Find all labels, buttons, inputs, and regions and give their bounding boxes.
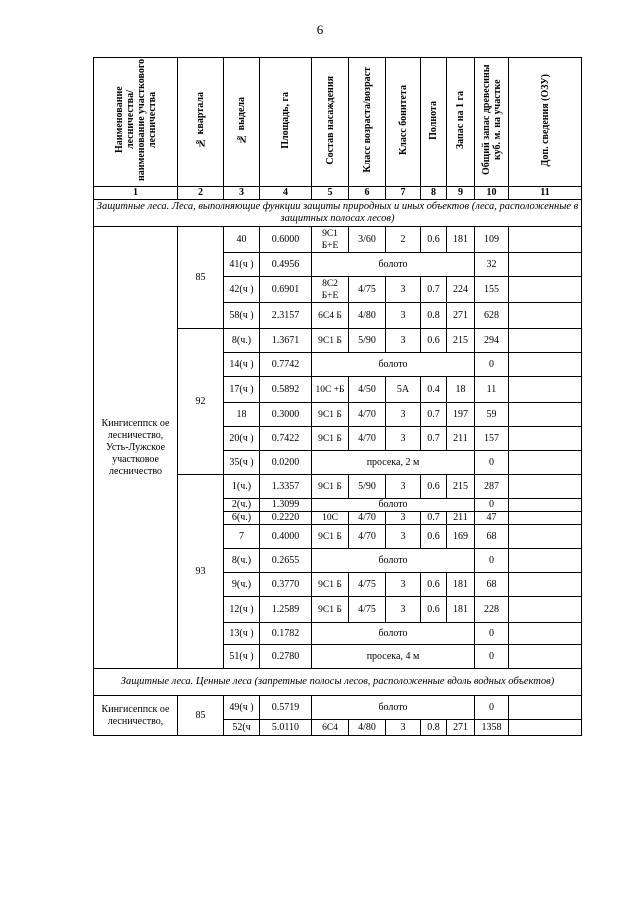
bonitet-cell: 2 — [386, 227, 421, 253]
polnota-cell: 0.6 — [421, 475, 447, 499]
extra-info-cell — [509, 512, 582, 525]
polnota-cell: 0.7 — [421, 403, 447, 427]
extra-info-cell — [509, 403, 582, 427]
table-row — [94, 696, 582, 720]
age-cell: 4/75 — [349, 597, 386, 623]
bonitet-cell: 3 — [386, 403, 421, 427]
composition-cell: 9С1 Б — [312, 329, 349, 353]
vydel-cell: 8(ч.) — [224, 549, 260, 573]
area-cell: 0.4956 — [260, 253, 312, 277]
col-num: 6 — [349, 187, 386, 200]
col-num: 5 — [312, 187, 349, 200]
col-header-quarter: № квартала — [178, 58, 224, 187]
composition-cell: 8С2 Б+Е — [312, 277, 349, 303]
land-type-cell: просека, 2 м — [312, 451, 475, 475]
age-cell: 4/75 — [349, 277, 386, 303]
total-stock-cell: 0 — [475, 623, 509, 645]
col-num: 9 — [447, 187, 475, 200]
land-type-cell: болото — [312, 499, 475, 512]
vydel-cell: 51(ч ) — [224, 645, 260, 669]
extra-info-cell — [509, 623, 582, 645]
extra-info-cell — [509, 549, 582, 573]
vydel-cell: 9(ч.) — [224, 573, 260, 597]
col-num: 8 — [421, 187, 447, 200]
stock-per-ha-cell: 215 — [447, 329, 475, 353]
vydel-cell: 14(ч ) — [224, 353, 260, 377]
extra-info-cell — [509, 499, 582, 512]
vydel-cell: 7 — [224, 525, 260, 549]
age-cell: 5/90 — [349, 329, 386, 353]
total-stock-cell: 287 — [475, 475, 509, 499]
header-row — [94, 58, 582, 187]
total-stock-cell: 1358 — [475, 720, 509, 736]
land-type-cell: болото — [312, 623, 475, 645]
section-heading-row — [94, 669, 582, 696]
land-type-cell: болото — [312, 353, 475, 377]
forestry-name-cell: Кингисеппск ое лесничество, — [94, 696, 178, 736]
stock-per-ha-cell: 181 — [447, 597, 475, 623]
total-stock-cell: 0 — [475, 645, 509, 669]
age-cell: 4/70 — [349, 403, 386, 427]
extra-info-cell — [509, 451, 582, 475]
extra-info-cell — [509, 475, 582, 499]
vydel-cell: 52(ч — [224, 720, 260, 736]
total-stock-cell: 47 — [475, 512, 509, 525]
area-cell: 0.7422 — [260, 427, 312, 451]
area-cell: 0.0200 — [260, 451, 312, 475]
total-stock-cell: 109 — [475, 227, 509, 253]
age-cell: 4/50 — [349, 377, 386, 403]
total-stock-cell: 0 — [475, 499, 509, 512]
forest-register-table — [93, 57, 582, 736]
stock-per-ha-cell: 271 — [447, 720, 475, 736]
area-cell: 2.3157 — [260, 303, 312, 329]
bonitet-cell: 3 — [386, 573, 421, 597]
quarter-cell: 85 — [178, 227, 224, 329]
total-stock-cell: 155 — [475, 277, 509, 303]
area-cell: 1.3357 — [260, 475, 312, 499]
polnota-cell: 0.6 — [421, 525, 447, 549]
composition-cell: 10С — [312, 512, 349, 525]
polnota-cell: 0.7 — [421, 512, 447, 525]
area-cell: 0.5892 — [260, 377, 312, 403]
bonitet-cell: 3 — [386, 329, 421, 353]
composition-cell: 9С1 Б — [312, 525, 349, 549]
area-cell: 1.2589 — [260, 597, 312, 623]
stock-per-ha-cell: 181 — [447, 227, 475, 253]
bonitet-cell: 3 — [386, 427, 421, 451]
bonitet-cell: 3 — [386, 597, 421, 623]
polnota-cell: 0.4 — [421, 377, 447, 403]
total-stock-cell: 11 — [475, 377, 509, 403]
vydel-cell: 17(ч ) — [224, 377, 260, 403]
vydel-cell: 58(ч ) — [224, 303, 260, 329]
extra-info-cell — [509, 227, 582, 253]
total-stock-cell: 0 — [475, 353, 509, 377]
composition-cell: 9С1 Б — [312, 475, 349, 499]
total-stock-cell: 32 — [475, 253, 509, 277]
extra-info-cell — [509, 253, 582, 277]
extra-info-cell — [509, 573, 582, 597]
extra-info-cell — [509, 377, 582, 403]
vydel-cell: 1(ч.) — [224, 475, 260, 499]
area-cell: 0.2220 — [260, 512, 312, 525]
bonitet-cell: 3 — [386, 277, 421, 303]
area-cell: 0.2780 — [260, 645, 312, 669]
vydel-cell: 49(ч ) — [224, 696, 260, 720]
forestry-name-cell: Кингисеппск ое лесничество, Усть-Лужское участковое лесничество — [94, 227, 178, 669]
area-cell: 0.6901 — [260, 277, 312, 303]
area-cell: 0.1782 — [260, 623, 312, 645]
area-cell: 0.5719 — [260, 696, 312, 720]
land-type-cell: болото — [312, 696, 475, 720]
extra-info-cell — [509, 525, 582, 549]
total-stock-cell: 59 — [475, 403, 509, 427]
area-cell: 5.0110 — [260, 720, 312, 736]
area-cell: 0.3000 — [260, 403, 312, 427]
stock-per-ha-cell: 181 — [447, 573, 475, 597]
vydel-cell: 42(ч ) — [224, 277, 260, 303]
vydel-cell: 35(ч ) — [224, 451, 260, 475]
bonitet-cell: 3 — [386, 512, 421, 525]
stock-per-ha-cell: 197 — [447, 403, 475, 427]
age-cell: 4/80 — [349, 720, 386, 736]
quarter-cell: 85 — [178, 696, 224, 736]
stock-per-ha-cell: 211 — [447, 427, 475, 451]
col-num: 11 — [509, 187, 582, 200]
bonitet-cell: 3 — [386, 720, 421, 736]
section-heading: Защитные леса. Леса, выполняющие функции защиты природных и иных объектов (леса, расположенные в защитных полосах лесов) — [94, 200, 582, 227]
polnota-cell: 0.7 — [421, 277, 447, 303]
col-header-name: Наименование лесничества/ наименование участкового лесничества — [94, 58, 178, 187]
column-number-row — [94, 187, 582, 200]
composition-cell: 6С4 Б — [312, 303, 349, 329]
land-type-cell: просека, 4 м — [312, 645, 475, 669]
total-stock-cell: 68 — [475, 573, 509, 597]
bonitet-cell: 3 — [386, 303, 421, 329]
composition-cell: 6С4 — [312, 720, 349, 736]
extra-info-cell — [509, 645, 582, 669]
vydel-cell: 13(ч ) — [224, 623, 260, 645]
area-cell: 0.6000 — [260, 227, 312, 253]
vydel-cell: 12(ч ) — [224, 597, 260, 623]
age-cell: 4/70 — [349, 512, 386, 525]
age-cell: 4/75 — [349, 573, 386, 597]
polnota-cell: 0.6 — [421, 597, 447, 623]
extra-info-cell — [509, 329, 582, 353]
area-cell: 0.7742 — [260, 353, 312, 377]
polnota-cell: 0.8 — [421, 720, 447, 736]
stock-per-ha-cell: 224 — [447, 277, 475, 303]
vydel-cell: 2(ч.) — [224, 499, 260, 512]
area-cell: 1.3671 — [260, 329, 312, 353]
col-num: 2 — [178, 187, 224, 200]
bonitet-cell: 5А — [386, 377, 421, 403]
col-num: 4 — [260, 187, 312, 200]
age-cell: 4/70 — [349, 525, 386, 549]
extra-info-cell — [509, 277, 582, 303]
total-stock-cell: 157 — [475, 427, 509, 451]
composition-cell: 9С1 Б — [312, 573, 349, 597]
section-heading: Защитные леса. Ценные леса (запретные полосы лесов, расположенные вдоль водных объектов) — [94, 669, 582, 696]
composition-cell: 9С1 Б+Е — [312, 227, 349, 253]
polnota-cell: 0.7 — [421, 427, 447, 451]
col-header-extra: Доп. сведения (ОЗУ) — [509, 58, 582, 187]
area-cell: 0.4000 — [260, 525, 312, 549]
composition-cell: 10С +Б — [312, 377, 349, 403]
extra-info-cell — [509, 720, 582, 736]
extra-info-cell — [509, 696, 582, 720]
polnota-cell: 0.6 — [421, 227, 447, 253]
composition-cell: 9С1 Б — [312, 403, 349, 427]
land-type-cell: болото — [312, 549, 475, 573]
vydel-cell: 6(ч.) — [224, 512, 260, 525]
stock-per-ha-cell: 211 — [447, 512, 475, 525]
col-header-composition: Состав насаждения — [312, 58, 349, 187]
bonitet-cell: 3 — [386, 525, 421, 549]
total-stock-cell: 628 — [475, 303, 509, 329]
col-header-polnota: Полнота — [421, 58, 447, 187]
quarter-cell: 92 — [178, 329, 224, 475]
vydel-cell: 20(ч ) — [224, 427, 260, 451]
col-header-bonitet: Класс бонитета — [386, 58, 421, 187]
vydel-cell: 8(ч.) — [224, 329, 260, 353]
total-stock-cell: 0 — [475, 696, 509, 720]
section-heading-row — [94, 200, 582, 227]
extra-info-cell — [509, 303, 582, 329]
col-num: 10 — [475, 187, 509, 200]
col-num: 7 — [386, 187, 421, 200]
quarter-cell: 93 — [178, 475, 224, 669]
land-type-cell: болото — [312, 253, 475, 277]
total-stock-cell: 0 — [475, 451, 509, 475]
stock-per-ha-cell: 215 — [447, 475, 475, 499]
age-cell: 5/90 — [349, 475, 386, 499]
page-number: 6 — [316, 22, 324, 37]
extra-info-cell — [509, 597, 582, 623]
composition-cell: 9С1 Б — [312, 597, 349, 623]
total-stock-cell: 68 — [475, 525, 509, 549]
age-cell: 4/80 — [349, 303, 386, 329]
extra-info-cell — [509, 353, 582, 377]
extra-info-cell — [509, 427, 582, 451]
vydel-cell: 18 — [224, 403, 260, 427]
col-num: 3 — [224, 187, 260, 200]
col-header-vydel: № выдела — [224, 58, 260, 187]
total-stock-cell: 294 — [475, 329, 509, 353]
stock-per-ha-cell: 271 — [447, 303, 475, 329]
col-num: 1 — [94, 187, 178, 200]
col-header-total-stock: Общий запас древесины куб. м. на участке — [475, 58, 509, 187]
age-cell: 4/70 — [349, 427, 386, 451]
total-stock-cell: 0 — [475, 549, 509, 573]
stock-per-ha-cell: 18 — [447, 377, 475, 403]
vydel-cell: 41(ч ) — [224, 253, 260, 277]
polnota-cell: 0.6 — [421, 329, 447, 353]
col-header-age: Класс возраста/возраст — [349, 58, 386, 187]
area-cell: 0.2655 — [260, 549, 312, 573]
age-cell: 3/60 — [349, 227, 386, 253]
table-row — [94, 227, 582, 253]
stock-per-ha-cell: 169 — [447, 525, 475, 549]
col-header-stock-per-ha: Запас на 1 га — [447, 58, 475, 187]
area-cell: 1.3099 — [260, 499, 312, 512]
composition-cell: 9С1 Б — [312, 427, 349, 451]
polnota-cell: 0.8 — [421, 303, 447, 329]
col-header-area: Площадь, га — [260, 58, 312, 187]
total-stock-cell: 228 — [475, 597, 509, 623]
area-cell: 0.3770 — [260, 573, 312, 597]
polnota-cell: 0.6 — [421, 573, 447, 597]
bonitet-cell: 3 — [386, 475, 421, 499]
vydel-cell: 40 — [224, 227, 260, 253]
